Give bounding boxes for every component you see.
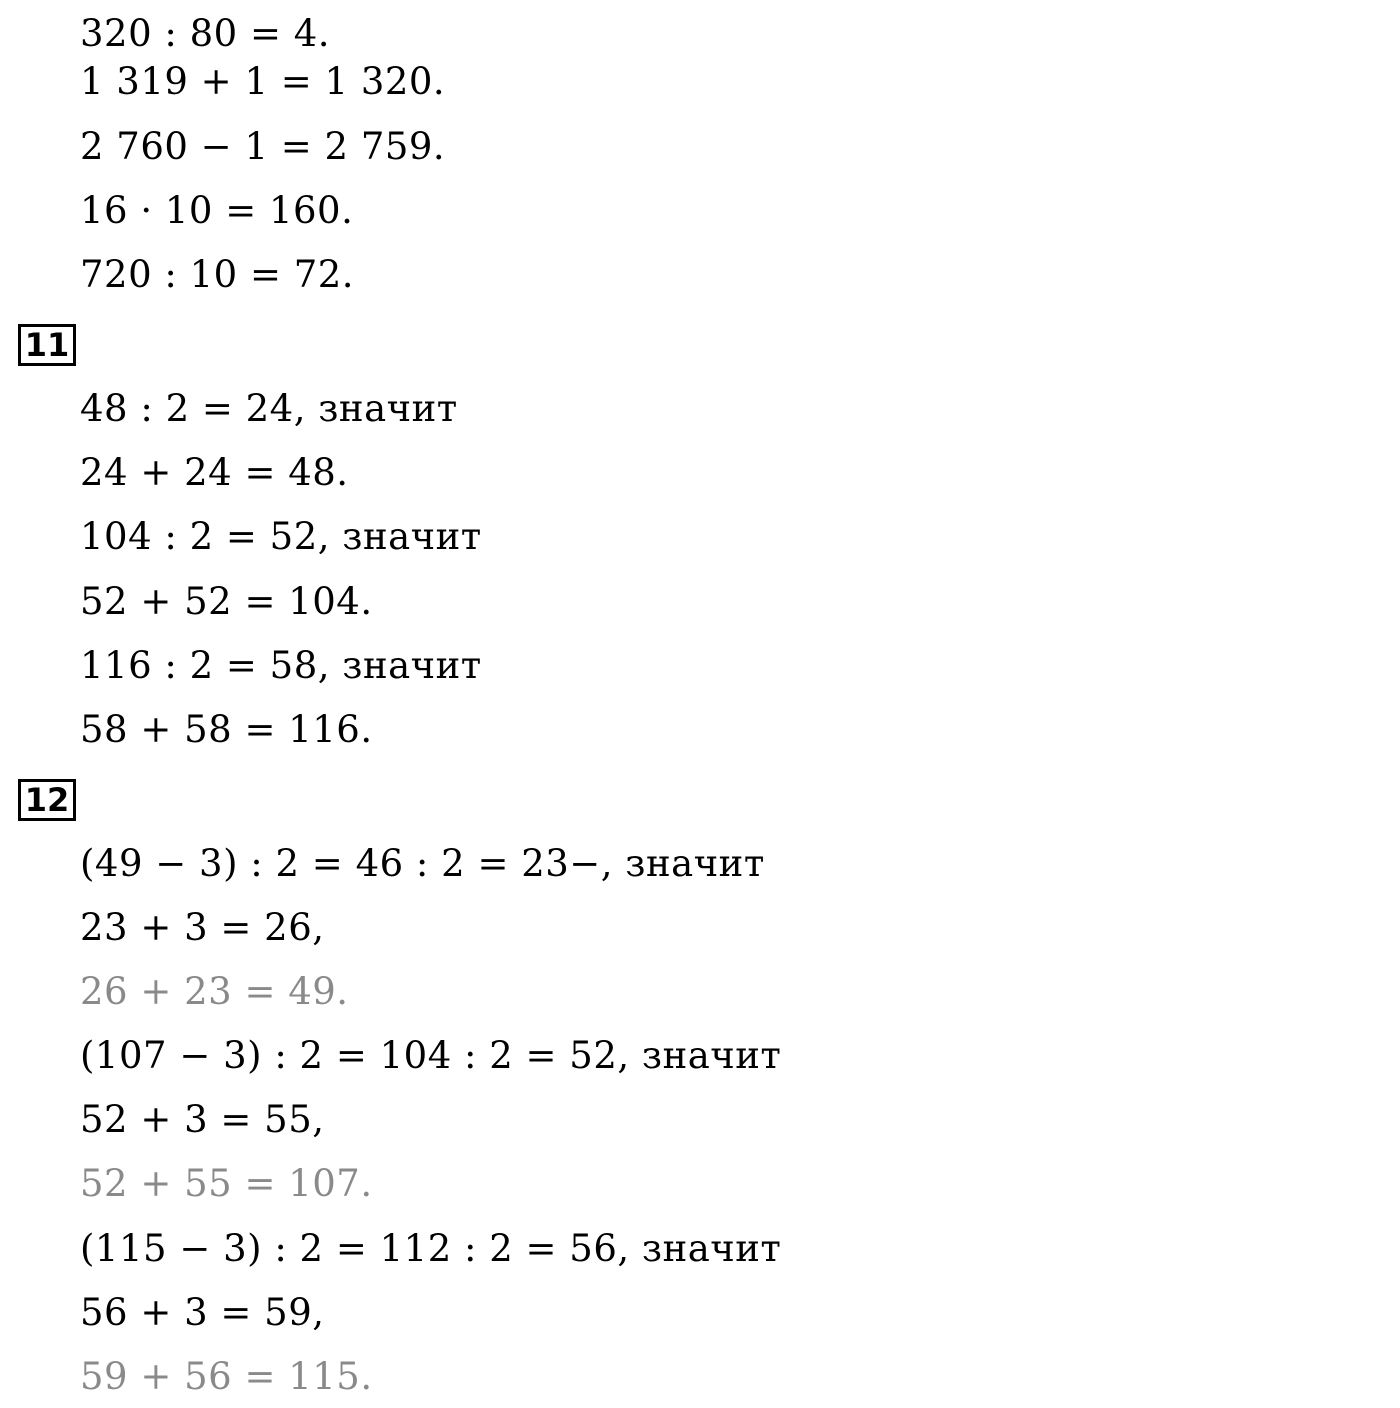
equation-line: 320 : 80 = 4. bbox=[80, 12, 331, 55]
check-line: 59 + 56 = 115. bbox=[80, 1355, 373, 1398]
check-line: 26 + 23 = 49. bbox=[80, 970, 349, 1013]
check-line: 52 + 55 = 107. bbox=[80, 1162, 373, 1205]
equation-line: 48 : 2 = 24, значит bbox=[80, 387, 458, 430]
equation-line: 16 · 10 = 160. bbox=[80, 189, 354, 232]
equation-line: 104 : 2 = 52, значит bbox=[80, 515, 482, 558]
equation-line: 1 319 + 1 = 1 320. bbox=[80, 60, 446, 103]
equation-line: 23 + 3 = 26, bbox=[80, 906, 325, 949]
task-number-box: 11 bbox=[18, 324, 76, 366]
equation-line: 2 760 − 1 = 2 759. bbox=[80, 125, 446, 168]
equation-line: (49 − 3) : 2 = 46 : 2 = 23−, значит bbox=[80, 842, 765, 885]
equation-line: 24 + 24 = 48. bbox=[80, 451, 349, 494]
equation-line: 58 + 58 = 116. bbox=[80, 708, 373, 751]
equation-line: 52 + 3 = 55, bbox=[80, 1098, 325, 1141]
task-number-box: 12 bbox=[18, 779, 76, 821]
equation-line: 720 : 10 = 72. bbox=[80, 253, 355, 296]
equation-line: 56 + 3 = 59, bbox=[80, 1291, 325, 1334]
equation-line: 116 : 2 = 58, значит bbox=[80, 644, 482, 687]
equation-line: (107 − 3) : 2 = 104 : 2 = 52, значит bbox=[80, 1034, 782, 1077]
equation-line: 52 + 52 = 104. bbox=[80, 580, 373, 623]
equation-line: (115 − 3) : 2 = 112 : 2 = 56, значит bbox=[80, 1227, 782, 1270]
